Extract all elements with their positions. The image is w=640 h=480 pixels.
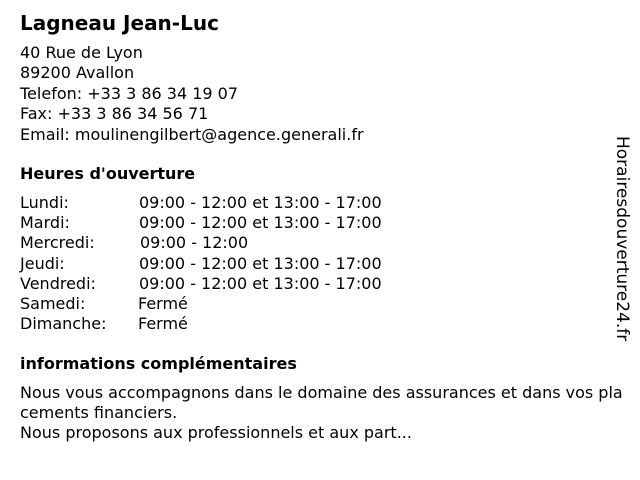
day-label: Vendredi: [20,273,96,293]
address-city: 89200 Avallon [20,63,135,83]
time-value: Fermé [138,314,188,334]
day-label: Mercredi: [20,233,95,253]
info-heading: informations complémentaires [20,354,297,373]
time-value: 09:00 - 12:00 et 13:00 - 17:00 [139,213,382,233]
info-paragraph-2: Nous proposons aux professionnels et aux part... [20,423,412,442]
email-address: Email: moulinengilbert@agence.generali.fr [20,124,364,144]
day-label: Samedi: [20,293,86,313]
site-watermark: Horairesdouverture24.fr [612,136,632,342]
time-value: 09:00 - 12:00 et 13:00 - 17:00 [139,253,382,273]
time-value: Fermé [138,293,188,313]
address-street: 40 Rue de Lyon [20,43,143,62]
time-value: 09:00 - 12:00 [140,233,249,253]
hours-heading: Heures d'ouverture [20,164,196,183]
contact-block [20,43,364,145]
phone-number: Telefon: +33 3 86 34 19 07 [20,83,239,103]
time-value: 09:00 - 12:00 et 13:00 - 17:00 [139,193,382,212]
fax-number: Fax: +33 3 86 34 56 71 [20,104,209,124]
day-label: Dimanche: [20,314,107,334]
business-name: Lagneau Jean-Luc [20,11,219,35]
info-paragraph-1: Nous vous accompagnons dans le domaine des assurances et dans vos placements financiers. [20,383,623,422]
day-label: Lundi: [20,193,69,212]
day-label: Jeudi: [20,253,65,273]
day-label: Mardi: [20,213,70,233]
time-value: 09:00 - 12:00 et 13:00 - 17:00 [139,273,382,293]
info-text [20,383,630,443]
